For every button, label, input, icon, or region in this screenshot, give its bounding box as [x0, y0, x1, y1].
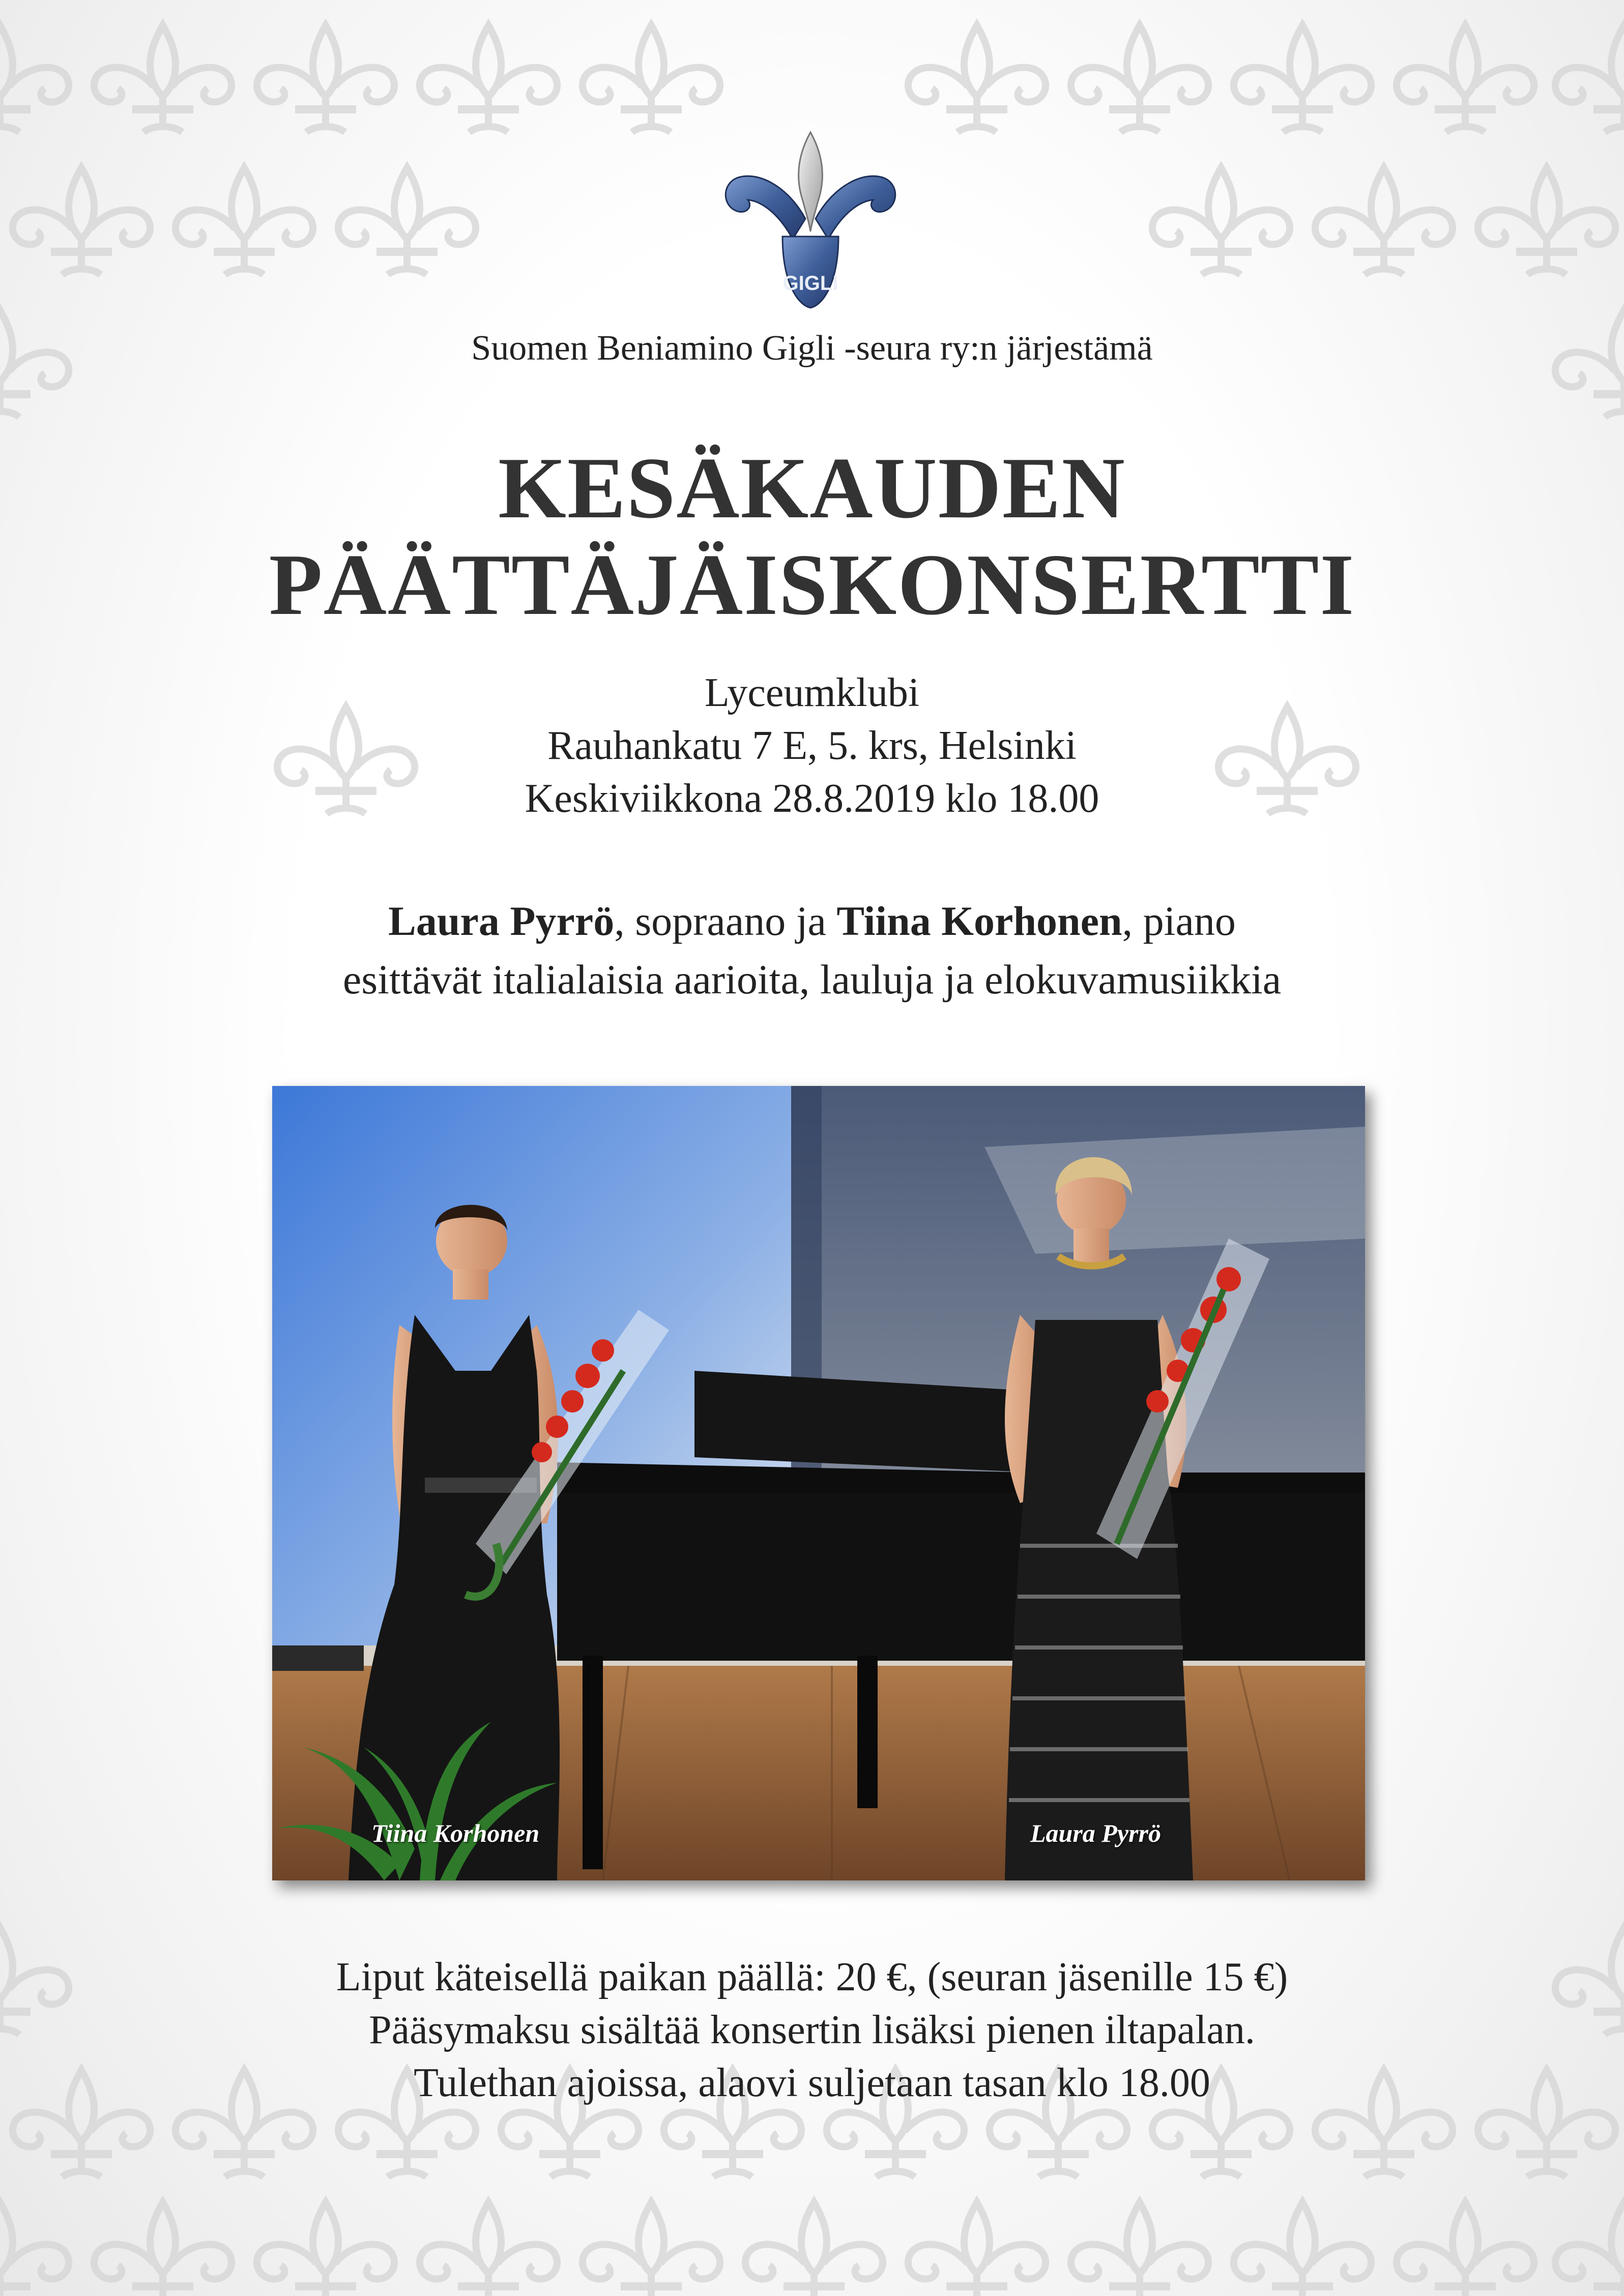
- soprano-name: Laura Pyrrö: [388, 898, 615, 944]
- ticket-price-line: Liput käteisellä paikan päällä: 20 €, (seuran jäsenille 15 €): [336, 1955, 1288, 1999]
- ticket-includes-line: Pääsymaksu sisältää konsertin lisäksi pienen iltapalan.: [369, 2008, 1255, 2052]
- soprano-role: , sopraano ja: [614, 898, 837, 944]
- fleur-de-lis-icon: [717, 125, 906, 313]
- photo-caption-left: Tiina Korhonen: [371, 1819, 540, 1847]
- performers-line: [0, 893, 1624, 950]
- pianist-role: , piano: [1122, 898, 1236, 944]
- page-title-line-1: KESÄKAUDEN: [498, 440, 1126, 537]
- venue-address: Rauhankatu 7 E, 5. krs, Helsinki: [547, 723, 1077, 768]
- program-description: esittävät italialaisia aarioita, lauluja ja elokuvamusiikkia: [342, 956, 1282, 1003]
- performers-photo: [272, 1086, 1365, 1880]
- arrival-note-line: Tulethan ajoissa, alaovi suljetaan tasan klo 18.00: [414, 2060, 1210, 2105]
- venue-name: Lyceumklubi: [704, 670, 920, 715]
- event-datetime: Keskiviikkona 28.8.2019 klo 18.00: [525, 776, 1099, 821]
- organizer-line: Suomen Beniamino Gigli -seura ry:n järjestämä: [471, 329, 1153, 368]
- logo-text: GIGLI: [782, 272, 838, 295]
- photo-caption-right: Laura Pyrrö: [1030, 1819, 1161, 1847]
- page-title-line-2: PÄÄTTÄJÄISKONSERTTI: [269, 537, 1355, 633]
- pianist-name: Tiina Korhonen: [836, 898, 1122, 944]
- stage-photo-illustration: [272, 1086, 1365, 1880]
